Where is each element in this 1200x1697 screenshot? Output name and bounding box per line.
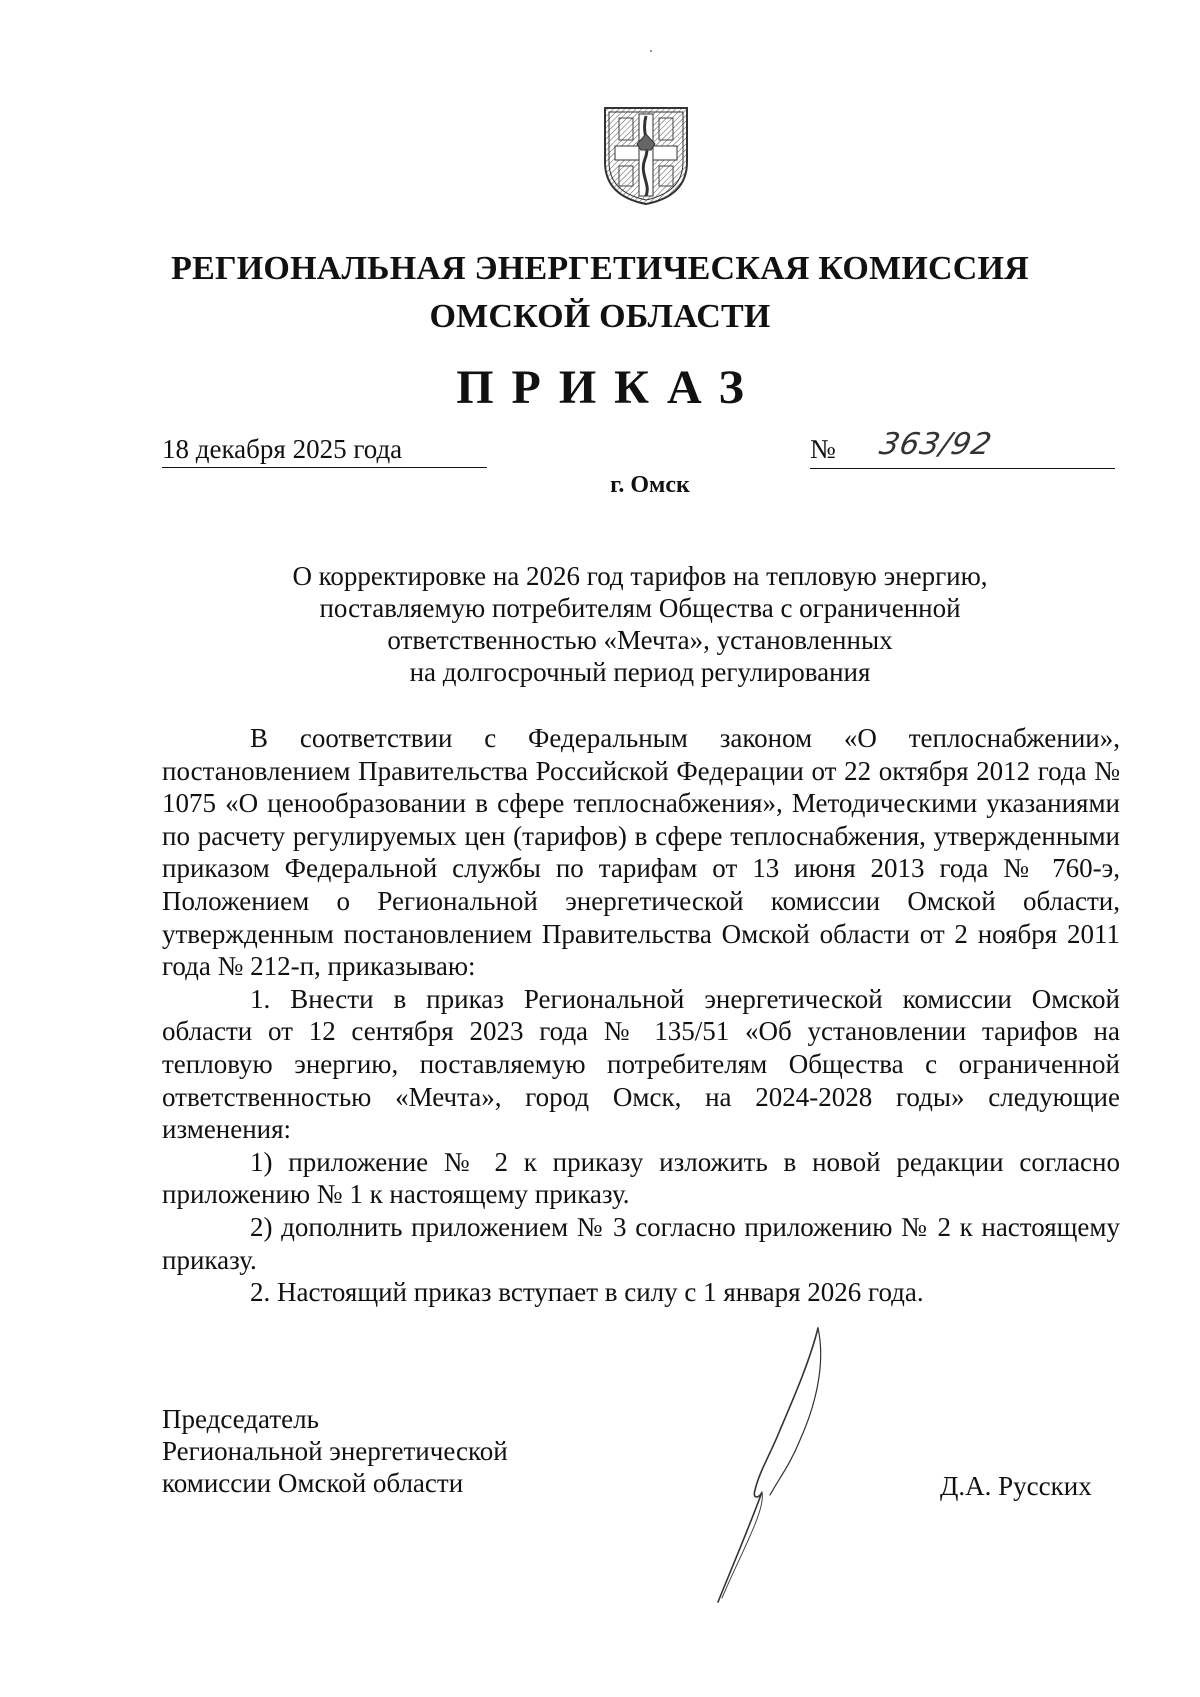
subject-line: О корректировке на 2026 год тарифов на тепловую энергию,	[292, 561, 988, 591]
subject-line: ответственностью «Мечта», установленных	[387, 625, 893, 655]
handwritten-signature	[700, 1320, 850, 1610]
coat-of-arms-emblem	[601, 104, 691, 208]
org-line-2: ОМСКОЙ ОБЛАСТИ	[429, 298, 771, 335]
signer-name: Д.А. Русских	[940, 1471, 1092, 1501]
city-label: г. Омск	[610, 472, 690, 498]
subject-line: поставляемую потребителям Общества с ограниченной	[319, 593, 961, 623]
subject-line: на долгосрочный период регулирования	[409, 657, 871, 687]
document-number-line	[810, 427, 1115, 469]
document-date: 18 декабря 2025 года	[162, 432, 487, 468]
item-1-paragraph: 1. Внести в приказ Региональной энергетической комиссии Омской области от 12 сентября 2023 года № 135/51 «Об установлении тарифов на тепловую энергию, поставляемую потребителям Общества с ограниченной ответственностью «Мечта», город Омск, на 2024-2028 годы» следующие изменения:	[162, 983, 1120, 1145]
signer-title-line-1: Председатель	[162, 1404, 319, 1434]
preamble-paragraph: В соответствии с Федеральным законом «О теплоснабжении», постановлением Правительства Российской Федерации от 22 октября 2012 года № 1075 «О ценообразовании в сфере теплоснабжения», Методическими указаниями по расчету регулируемых цен (тарифов) в сфере теплоснабжения, утвержденными приказом Федеральной службы по тарифам от 13 июня 2013 года № 760-э, Положением о Региональной энергетической комиссии Омской области, утвержденным постановлением Правительства Омской области от 2 ноября 2011 года № 212-п, приказываю:	[162, 723, 1120, 982]
item-2-paragraph: 2. Настоящий приказ вступает в силу с 1 января 2026 года.	[250, 1277, 924, 1308]
signer-title-line-3: комиссии Омской области	[162, 1468, 464, 1498]
item-1-2-paragraph: 2) дополнить приложением № 3 согласно приложению № 2 к настоящему приказу.	[162, 1211, 1120, 1275]
scan-speck	[650, 50, 652, 52]
signer-title-line-2: Региональной энергетической	[162, 1436, 508, 1466]
handwritten-number: 363/92	[876, 427, 996, 462]
number-label: №	[810, 434, 836, 464]
signer-title	[162, 1403, 662, 1499]
organization-name	[0, 245, 1200, 341]
document-subject	[160, 560, 1120, 688]
document-body	[162, 722, 1120, 1309]
document-type-title: ПРИКАЗ	[456, 361, 762, 414]
org-line-1: РЕГИОНАЛЬНАЯ ЭНЕРГЕТИЧЕСКАЯ КОМИССИЯ	[171, 250, 1029, 287]
item-1-1-paragraph: 1) приложение № 2 к приказу изложить в новой редакции согласно приложению № 1 к настоящему приказу.	[162, 1146, 1120, 1210]
